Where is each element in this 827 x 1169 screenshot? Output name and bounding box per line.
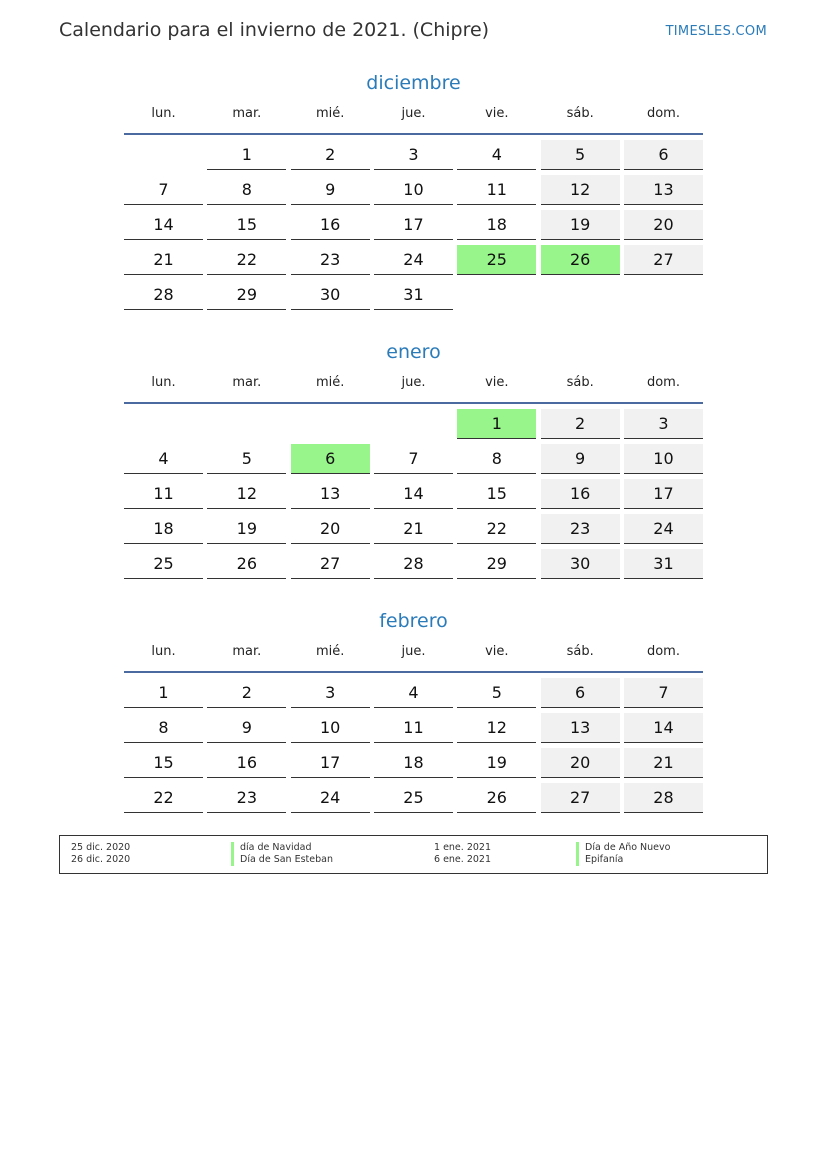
holiday-legend (59, 835, 768, 874)
day-cell[interactable]: 8 (457, 444, 536, 474)
day-cell[interactable]: 17 (374, 210, 453, 240)
month-december (124, 70, 703, 310)
day-cell[interactable]: 19 (207, 514, 286, 544)
day-cell[interactable]: 26 (207, 549, 286, 579)
empty-cell (124, 140, 203, 170)
day-cell[interactable]: 16 (291, 210, 370, 240)
day-cell[interactable]: 7 (374, 444, 453, 474)
legend-names-left (231, 842, 333, 866)
day-cell[interactable]: 25 (124, 549, 203, 579)
day-cell[interactable]: 24 (291, 783, 370, 813)
day-cell[interactable]: 9 (291, 175, 370, 205)
weekday-label: jue. (401, 375, 426, 390)
day-cell[interactable]: 27 (624, 245, 703, 275)
weekday-label: dom. (646, 375, 680, 390)
empty-cell (207, 409, 286, 439)
day-cell[interactable]: 21 (374, 514, 453, 544)
day-cell[interactable]: 8 (207, 175, 286, 205)
day-cell[interactable]: 30 (541, 549, 620, 579)
legend-holiday-name: Día de Año Nuevo (576, 842, 670, 854)
day-cell[interactable]: 10 (624, 444, 703, 474)
day-cell[interactable]: 16 (541, 479, 620, 509)
day-cell[interactable]: 24 (624, 514, 703, 544)
day-cell[interactable]: 12 (541, 175, 620, 205)
legend-holiday-name: día de Navidad (231, 842, 333, 854)
day-cell[interactable]: 21 (124, 245, 203, 275)
weekday-label: vie. (485, 106, 509, 121)
day-cell[interactable]: 28 (374, 549, 453, 579)
legend-names-right (576, 842, 670, 866)
day-cell[interactable]: 18 (374, 748, 453, 778)
day-cell[interactable]: 1 (207, 140, 286, 170)
day-cell[interactable]: 3 (374, 140, 453, 170)
day-cell[interactable]: 7 (124, 175, 203, 205)
day-cell[interactable]: 15 (457, 479, 536, 509)
day-cell[interactable]: 29 (207, 280, 286, 310)
day-cell[interactable]: 5 (207, 444, 286, 474)
day-cell[interactable]: 14 (124, 210, 203, 240)
weekday-label: vie. (485, 375, 509, 390)
day-cell[interactable]: 14 (374, 479, 453, 509)
day-cell[interactable]: 20 (624, 210, 703, 240)
legend-date: 1 ene. 2021 (434, 842, 491, 853)
weekday-label: sáb. (566, 644, 594, 659)
day-cell[interactable]: 2 (207, 678, 286, 708)
empty-cell (374, 409, 453, 439)
day-cell[interactable]: 11 (124, 479, 203, 509)
legend-date: 6 ene. 2021 (434, 854, 491, 865)
holiday-day-cell[interactable]: 25 (457, 245, 536, 275)
day-cell[interactable]: 4 (457, 140, 536, 170)
day-cell[interactable]: 17 (291, 748, 370, 778)
weekday-label: jue. (401, 106, 426, 121)
day-cell[interactable]: 13 (624, 175, 703, 205)
day-cell[interactable]: 17 (624, 479, 703, 509)
day-cell[interactable]: 26 (457, 783, 536, 813)
day-cell[interactable]: 23 (207, 783, 286, 813)
legend-dates-left (71, 842, 130, 866)
weekday-header (124, 644, 703, 664)
day-cell[interactable]: 3 (291, 678, 370, 708)
day-cell[interactable]: 18 (457, 210, 536, 240)
brand-logo[interactable]: TIMESLES.COM (665, 24, 767, 39)
day-cell[interactable]: 13 (291, 479, 370, 509)
weekday-label: mar. (232, 644, 262, 659)
month-title: diciembre (366, 72, 461, 94)
header-divider (124, 671, 703, 673)
day-grid (124, 409, 703, 579)
day-cell[interactable]: 19 (457, 748, 536, 778)
day-cell[interactable]: 2 (291, 140, 370, 170)
day-cell[interactable]: 22 (207, 245, 286, 275)
day-grid (124, 140, 703, 310)
legend-date: 25 dic. 2020 (71, 842, 131, 853)
weekday-label: vie. (485, 644, 509, 659)
weekday-header (124, 106, 703, 126)
day-cell[interactable]: 25 (374, 783, 453, 813)
day-cell[interactable]: 4 (124, 444, 203, 474)
weekday-label: dom. (646, 644, 680, 659)
holiday-day-cell[interactable]: 6 (291, 444, 370, 474)
day-cell[interactable]: 31 (624, 549, 703, 579)
day-cell[interactable]: 4 (374, 678, 453, 708)
holiday-day-cell[interactable]: 1 (457, 409, 536, 439)
empty-cell (291, 409, 370, 439)
day-cell[interactable]: 23 (291, 245, 370, 275)
day-grid (124, 678, 703, 813)
day-cell[interactable]: 2 (541, 409, 620, 439)
header-divider (124, 402, 703, 404)
month-january (124, 339, 703, 579)
day-cell[interactable]: 15 (124, 748, 203, 778)
day-cell[interactable]: 22 (124, 783, 203, 813)
header-divider (124, 133, 703, 135)
weekday-label: sáb. (566, 106, 594, 121)
holiday-day-cell[interactable]: 26 (541, 245, 620, 275)
day-cell[interactable]: 10 (291, 713, 370, 743)
day-cell[interactable]: 11 (457, 175, 536, 205)
month-february (124, 608, 703, 813)
day-cell[interactable]: 18 (124, 514, 203, 544)
weekday-label: lun. (151, 644, 176, 659)
day-cell[interactable]: 28 (124, 280, 203, 310)
day-cell[interactable]: 29 (457, 549, 536, 579)
day-cell[interactable]: 13 (541, 713, 620, 743)
weekday-label: mar. (232, 106, 262, 121)
day-cell[interactable]: 9 (207, 713, 286, 743)
weekday-label: mié. (315, 644, 345, 659)
weekday-label: jue. (401, 644, 426, 659)
day-cell[interactable]: 1 (124, 678, 203, 708)
weekday-label: dom. (646, 106, 680, 121)
day-cell[interactable]: 19 (541, 210, 620, 240)
weekday-label: mié. (315, 375, 345, 390)
month-title: febrero (379, 610, 448, 632)
day-cell[interactable]: 22 (457, 514, 536, 544)
day-cell[interactable]: 12 (457, 713, 536, 743)
day-cell[interactable]: 21 (624, 748, 703, 778)
day-cell[interactable]: 23 (541, 514, 620, 544)
legend-holiday-name: Epifanía (576, 854, 670, 866)
legend-holiday-name: Día de San Esteban (231, 854, 333, 866)
day-cell[interactable]: 11 (374, 713, 453, 743)
day-cell[interactable]: 27 (291, 549, 370, 579)
day-cell[interactable]: 28 (624, 783, 703, 813)
day-cell[interactable]: 16 (207, 748, 286, 778)
day-cell[interactable]: 20 (541, 748, 620, 778)
day-cell[interactable]: 9 (541, 444, 620, 474)
day-cell[interactable]: 3 (624, 409, 703, 439)
day-cell[interactable]: 8 (124, 713, 203, 743)
day-cell[interactable]: 30 (291, 280, 370, 310)
day-cell[interactable]: 27 (541, 783, 620, 813)
weekday-label: sáb. (566, 375, 594, 390)
weekday-label: lun. (151, 106, 176, 121)
day-cell[interactable]: 31 (374, 280, 453, 310)
month-title: enero (386, 341, 441, 363)
day-cell[interactable]: 10 (374, 175, 453, 205)
weekday-label: mié. (315, 106, 345, 121)
day-cell[interactable]: 6 (624, 140, 703, 170)
day-cell[interactable]: 15 (207, 210, 286, 240)
day-cell[interactable]: 24 (374, 245, 453, 275)
legend-dates-right (434, 842, 491, 866)
empty-cell (124, 409, 203, 439)
legend-date: 26 dic. 2020 (71, 854, 131, 865)
weekday-label: lun. (151, 375, 176, 390)
weekday-header (124, 375, 703, 395)
day-cell[interactable]: 5 (457, 678, 536, 708)
day-cell[interactable]: 7 (624, 678, 703, 708)
day-cell[interactable]: 14 (624, 713, 703, 743)
weekday-label: mar. (232, 375, 262, 390)
day-cell[interactable]: 12 (207, 479, 286, 509)
day-cell[interactable]: 20 (291, 514, 370, 544)
page-title: Calendario para el invierno de 2021. (Chipre) (59, 19, 490, 41)
day-cell[interactable]: 6 (541, 678, 620, 708)
day-cell[interactable]: 5 (541, 140, 620, 170)
